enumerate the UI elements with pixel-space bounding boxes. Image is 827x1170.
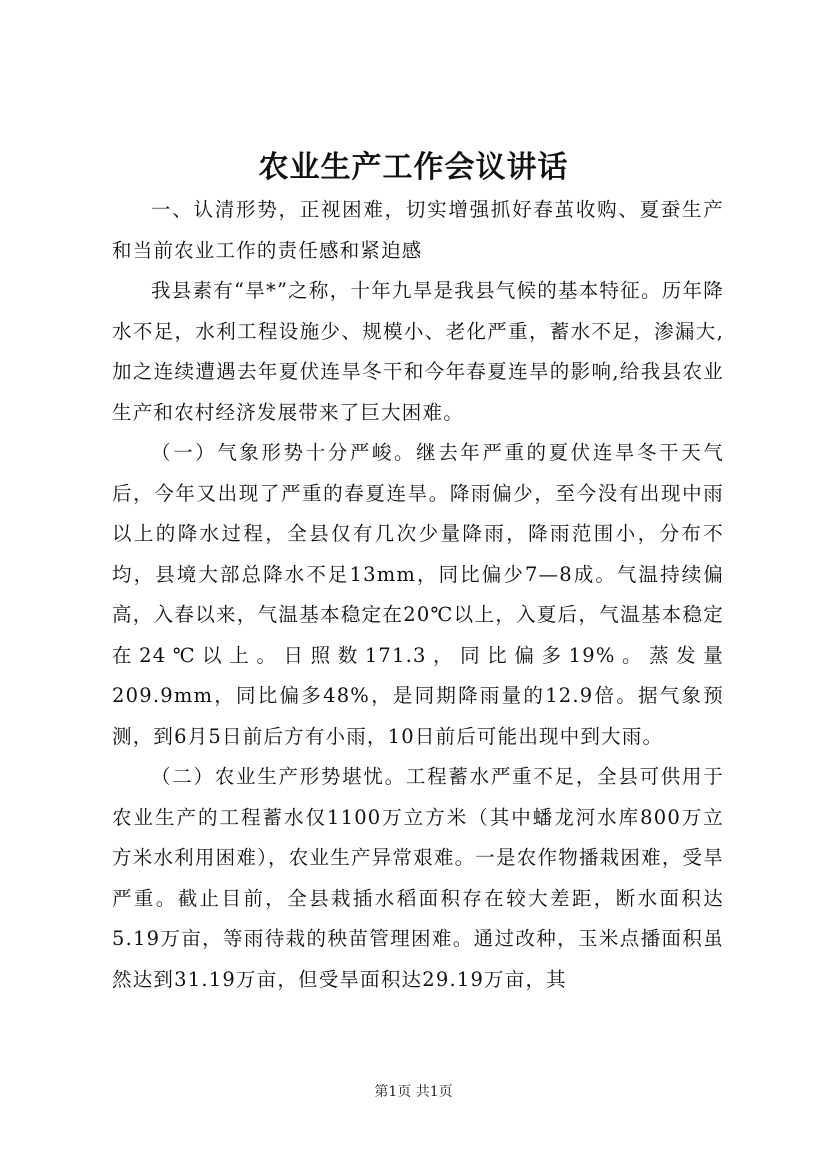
page-footer: 第1页 共1页 (374, 1084, 453, 1100)
document-body (112, 190, 724, 1000)
paragraph-intro: 我县素有“旱*”之称，十年九旱是我县气候的基本特征。历年降水不足，水利工程设施少、规模小、老化严重，蓄水不足，渗漏大,加之连续遭遇去年夏伏连旱冬干和今年春夏连旱的影响,给我县农业生产和农村经济发展带来了巨大困难。 (112, 279, 724, 424)
paragraph-agriculture: （二）农业生产形势堪忧。工程蓄水严重不足，全县可供用于农业生产的工程蓄水仅1100万立方米（其中蟠龙河水库800万立方米水利用困难），农业生产异常艰难。一是农作物播栽困难，受旱严重。截止目前，全县栽插水稻面积存在较大差距，断水面积达5.19万亩，等雨待栽的秧苗管理困难。通过改种，玉米点播面积虽然达到31.19万亩，但受旱面积达29.19万亩，其 (112, 765, 724, 991)
paragraph-weather: （一）气象形势十分严峻。继去年严重的夏伏连旱冬干天气后，今年又出现了严重的春夏连旱。降雨偏少，至今没有出现中雨以上的降水过程，全县仅有几次少量降雨，降雨范围小，分布不均，县境大部总降水不足13mm，同比偏少7—8成。气温持续偏高，入春以来，气温基本稳定在20℃以上，入夏后，气温基本稳定在24℃以上。日照数171.3，同比偏多19%。蒸发量209.9mm，同比偏多48%，是同期降雨量的12.9倍。据气象预测，到6月5日前后方有小雨，10日前后可能出现中到大雨。 (112, 441, 724, 748)
document-title: 农业生产工作会议讲话 (258, 150, 569, 185)
section-heading: 一、认清形势，正视困难，切实增强抓好春茧收购、夏蚕生产和当前农业工作的责任感和紧迫感 (112, 198, 724, 262)
